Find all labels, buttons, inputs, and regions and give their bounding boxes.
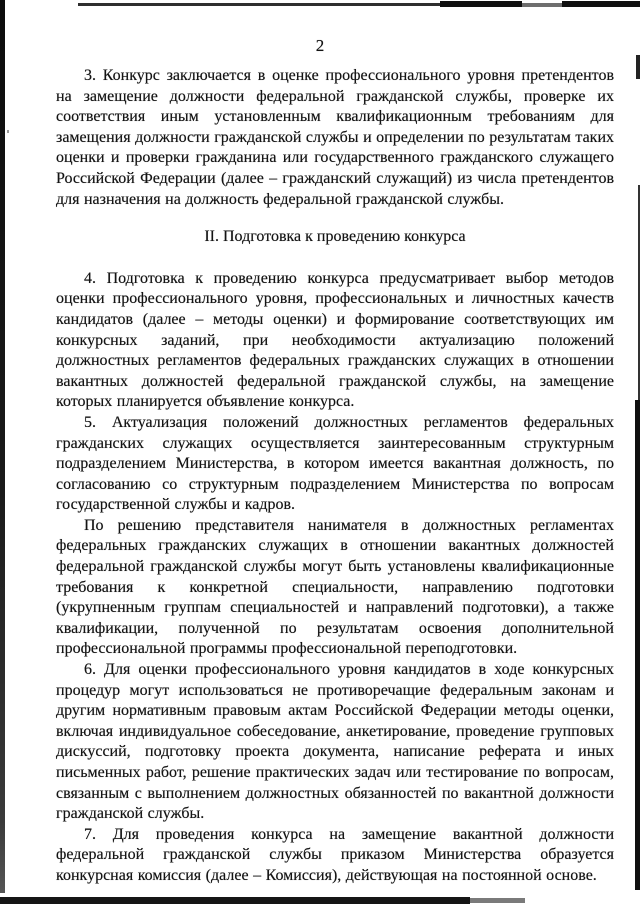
- section-heading: II. Подготовка к проведению конкурса: [204, 228, 466, 246]
- scan-edge-right-tick: [636, 55, 640, 79]
- scan-edge-top-line-gray: [522, 3, 562, 7]
- paragraph-7: 7. Для проведения конкурса на замещение вакантной должности федеральной гражданской службы приказом Министерства образуется конкурсная комиссия (далее – Комиссия), действующая на постоянной основе.: [56, 825, 614, 884]
- paragraph-5: 5. Актуализация положений должностных регламентов федеральных гражданских служащих осуществляется заинтересованным структурным подразделением Министерства, в котором имеется вакантная должность, по согласованию со структурным подразделением Министерства по вопросам государственной службы и кадров.: [56, 413, 614, 514]
- paragraph-3: 3. Конкурс заключается в оценке профессионального уровня претендентов на замещение должности федеральной гражданской службы, проверке их соответствия иным установленным квалификационным требованиям для замещения должности гражданской службы и определении по результатам таких оценки и проверки гражданина или государственного гражданского служащего Российской Федерации (далее – гражданский служащий) из числа претендентов для назначения на должность федеральной гражданской службы.: [56, 67, 614, 208]
- scan-edge-right-bar: [635, 400, 640, 890]
- scan-edge-top-line-thick-1: [440, 1, 522, 7]
- paragraph-4: 4. Подготовка к проведению конкурса предусматривает выбор методов оценки профессионального уровня, профессиональных и личностных качеств кандидатов (далее – методы оценки) и формирование соответствующих им конкурсных заданий, при необходимости актуализацию положений должностных регламентов федеральных гражданских служащих в отношении вакантных должностей федеральной гражданской службы, на замещение которых планируется объявление конкурса.: [56, 269, 614, 411]
- scan-edge-left-bar: [0, 0, 5, 893]
- scan-edge-bottom-band-gray: [470, 898, 525, 903]
- page-number: 2: [315, 36, 325, 55]
- scan-edge-bottom-band: [0, 897, 470, 904]
- scan-speck: [7, 130, 9, 133]
- scan-edge-top-line-thick-2: [562, 1, 640, 7]
- paragraph-5-continuation: По решению представителя нанимателя в должностных регламентах федеральных гражданских служащих в отношении вакантных должностей федеральной гражданской службы могут быть установлены квалификационные требования к конкретной специальности, направлению подготовки (укрупненным группам специальностей и направлений подготовки), а также квалификации, полученной по результатам освоения дополнительной профессиональной программы профессиональной переподготовки.: [56, 516, 614, 658]
- document-body: [56, 66, 614, 887]
- scan-edge-top-line-thin: [78, 3, 440, 6]
- paragraph-6: 6. Для оценки профессионального уровня кандидатов в ходе конкурсных процедур могут использоваться не противоречащие федеральным законам и другим нормативным правовым актам Российской Федерации методы оценки, включая индивидуальное собеседование, анкетирование, проведение групповых дискуссий, подготовку проекта документа, написание реферата и иных письменных работ, решение практических задач или тестирование по вопросам, связанным с выполнением должностных обязанностей по вакантной должности гражданской службы.: [56, 661, 614, 823]
